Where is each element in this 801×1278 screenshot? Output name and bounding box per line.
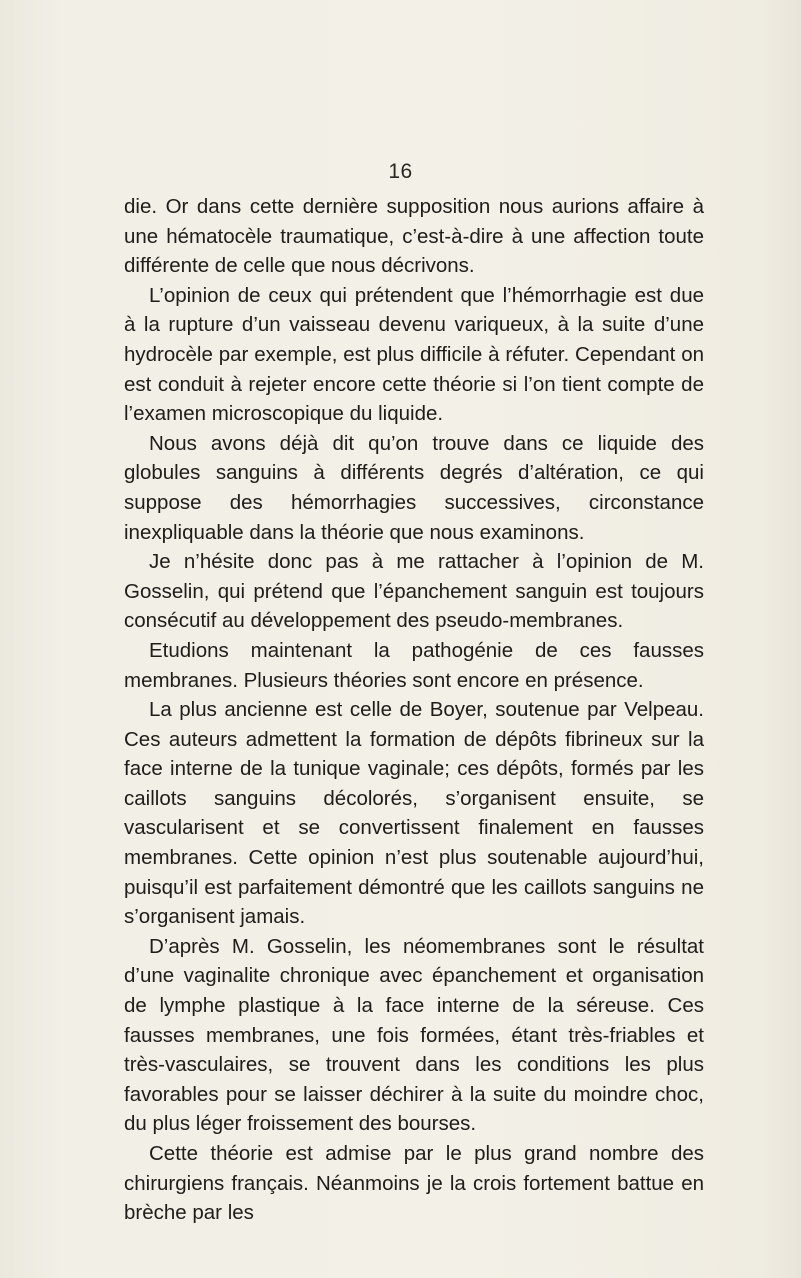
paragraph-continued: die. Or dans cette dernière supposition nous aurions affaire à une hématocèle traumatique, c’est-à-dire à une affection toute différente de celle que nous décrivons. [124, 195, 704, 278]
paragraph: Je n’hésite donc pas à me rattacher à l’opinion de M. Gosselin, qui prétend que l’épanchement sanguin est toujours consécutif au développement des pseudo-membranes. [124, 550, 704, 633]
paragraph: Etudions maintenant la pathogénie de ces fausses membranes. Plusieurs théories sont encore en présence. [124, 638, 704, 692]
paragraph: La plus ancienne est celle de Boyer, soutenue par Velpeau. Ces auteurs admettent la formation de dépôts fibrineux sur la face interne de la tunique vaginale; ces dépôts, formés par les caillots sanguins décolorés, s’organisent ensuite, se vascularisent et se convertissent finalement en fausses membranes. Cette opinion n’est plus soutenable aujourd’hui, puisqu’il est parfaitement démontré que les caillots sanguins ne s’organisent jamais. [124, 698, 704, 929]
paragraph: Nous avons déjà dit qu’on trouve dans ce liquide des globules sanguins à différents degrés d’altération, ce qui suppose des hémorrhagies successives, circonstance inexpliquable dans la théorie que nous examinons. [124, 431, 704, 544]
paragraph: D’après M. Gosselin, les néomembranes sont le résultat d’une vaginalite chronique avec épanchement et organisation de lymphe plastique à la face interne de la séreuse. Ces fausses membranes, une fois formées, étant très-friables et très-vasculaires, se trouvent dans les conditions les plus favorables pour se laisser déchirer à la suite du moindre choc, du plus léger froissement des bourses. [124, 934, 704, 1136]
page-number: 16 [388, 160, 413, 183]
body-text [124, 192, 704, 1228]
paragraph: Cette théorie est admise par le plus grand nombre des chirurgiens français. Néanmoins je la crois fortement battue en brèche par les [124, 1142, 704, 1225]
paragraph: L’opinion de ceux qui prétendent que l’hémorrhagie est due à la rupture d’un vaisseau devenu variqueux, à la suite d’une hydrocèle par exemple, est plus difficile à réfuter. Cependant on est conduit à rejeter encore cette théorie si l’on tient compte de l’examen microscopique du liquide. [124, 283, 704, 426]
